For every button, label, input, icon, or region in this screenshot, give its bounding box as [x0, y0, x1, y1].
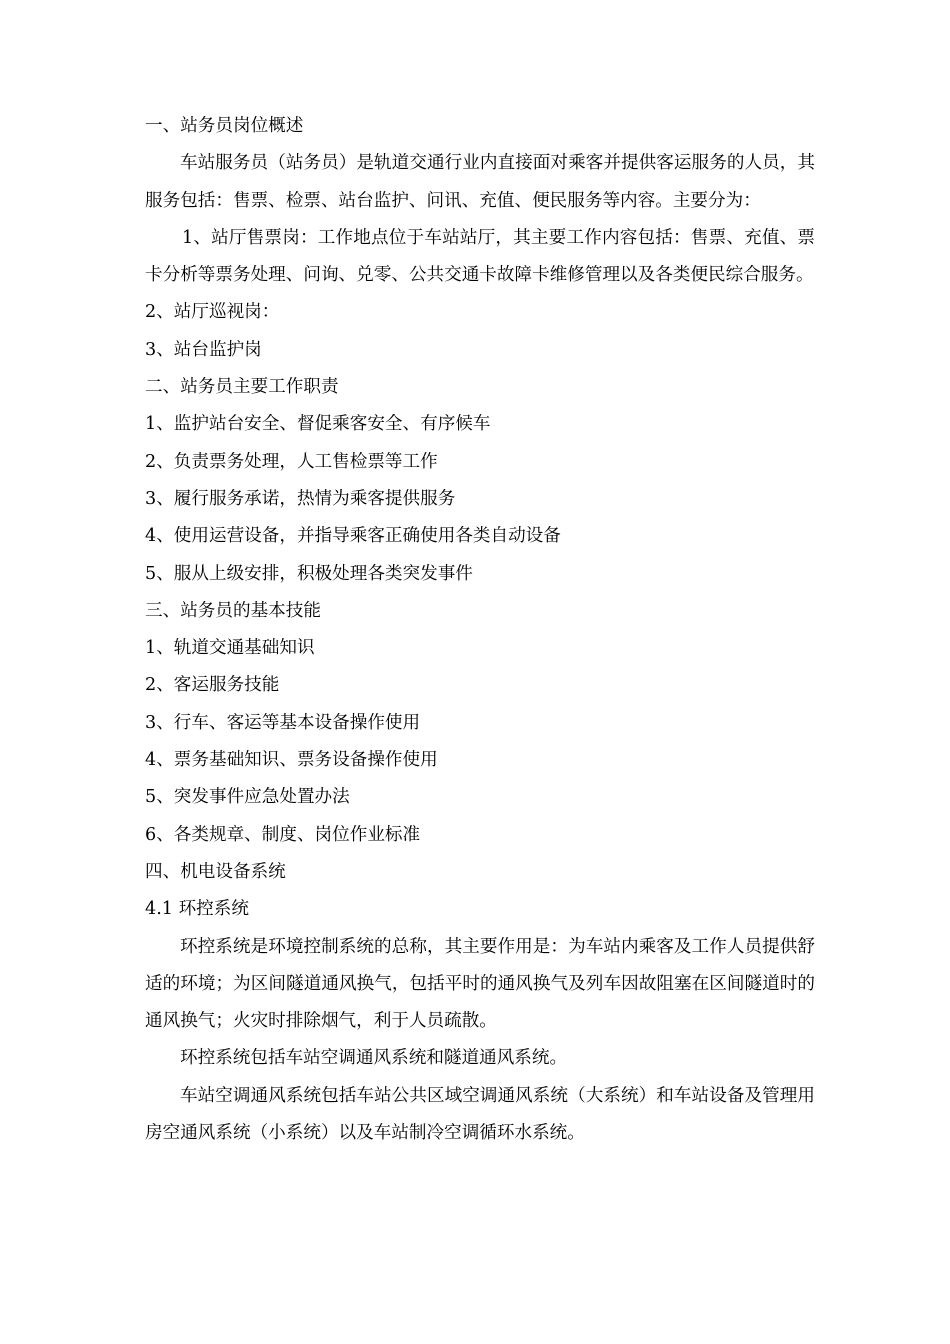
section-4-subheading: 4.1 环控系统 [145, 899, 249, 920]
section-2-item-1: 1、监护站台安全、督促乘客安全、有序候车 [145, 414, 491, 435]
section-1-heading: 一、站务员岗位概述 [145, 116, 304, 136]
section-3-item-5: 5、突发事件应急处置办法 [145, 787, 350, 808]
section-2-item-2: 2、负责票务处理，人工售检票等工作 [145, 451, 438, 472]
section-2-item-4: 4、使用运营设备，并指导乘客正确使用各类自动设备 [145, 526, 561, 547]
section-3-item-1: 1、轨道交通基础知识 [145, 638, 315, 659]
section-2-heading: 二、站务员主要工作职责 [145, 377, 339, 398]
section-3-heading: 三、站务员的基本技能 [145, 600, 321, 621]
section-4-paragraph-2: 环控系统包括车站空调通风系统和隧道通风系统。 [180, 1048, 568, 1069]
section-1-item-1: 1、站厅售票岗：工作地点位于车站站厅，其主要工作内容包括：售票、充值、票卡分析等票务处理、问询、兑零、公共交通卡故障卡维修管理以及各类便民综合服务。 [145, 227, 815, 286]
section-4-paragraph-1: 环控系统是环境控制系统的总称，其主要作用是：为车站内乘客及工作人员提供舒适的环境；为区间隧道通风换气，包括平时的通风换气及列车因故阻塞在区间隧道时的通风换气；火灾时排除烟气，利于人员疏散。 [145, 936, 815, 1032]
document-body [145, 108, 815, 1152]
section-4-heading: 四、机电设备系统 [145, 861, 286, 882]
section-1-item-2: 2、站厅巡视岗： [145, 302, 280, 323]
section-3-item-6: 6、各类规章、制度、岗位作业标准 [145, 824, 421, 845]
section-3-item-2: 2、客运服务技能 [145, 675, 280, 696]
section-4-paragraph-3: 车站空调通风系统包括车站公共区域空调通风系统（大系统）和车站设备及管理用房空通风系统（小系统）以及车站制冷空调循环水系统。 [145, 1085, 815, 1144]
section-3-item-3: 3、行车、客运等基本设备操作使用 [145, 712, 421, 733]
section-1-intro: 车站服务员（站务员）是轨道交通行业内直接面对乘客并提供客运服务的人员，其服务包括：售票、检票、站台监护、问讯、充值、便民服务等内容。主要分为： [145, 153, 815, 211]
section-3-item-4: 4、票务基础知识、票务设备操作使用 [145, 750, 438, 771]
section-2-item-3: 3、履行服务承诺，热情为乘客提供服务 [145, 488, 456, 509]
section-2-item-5: 5、服从上级安排，积极处理各类突发事件 [145, 563, 473, 584]
section-1-item-3: 3、站台监护岗 [145, 339, 262, 360]
